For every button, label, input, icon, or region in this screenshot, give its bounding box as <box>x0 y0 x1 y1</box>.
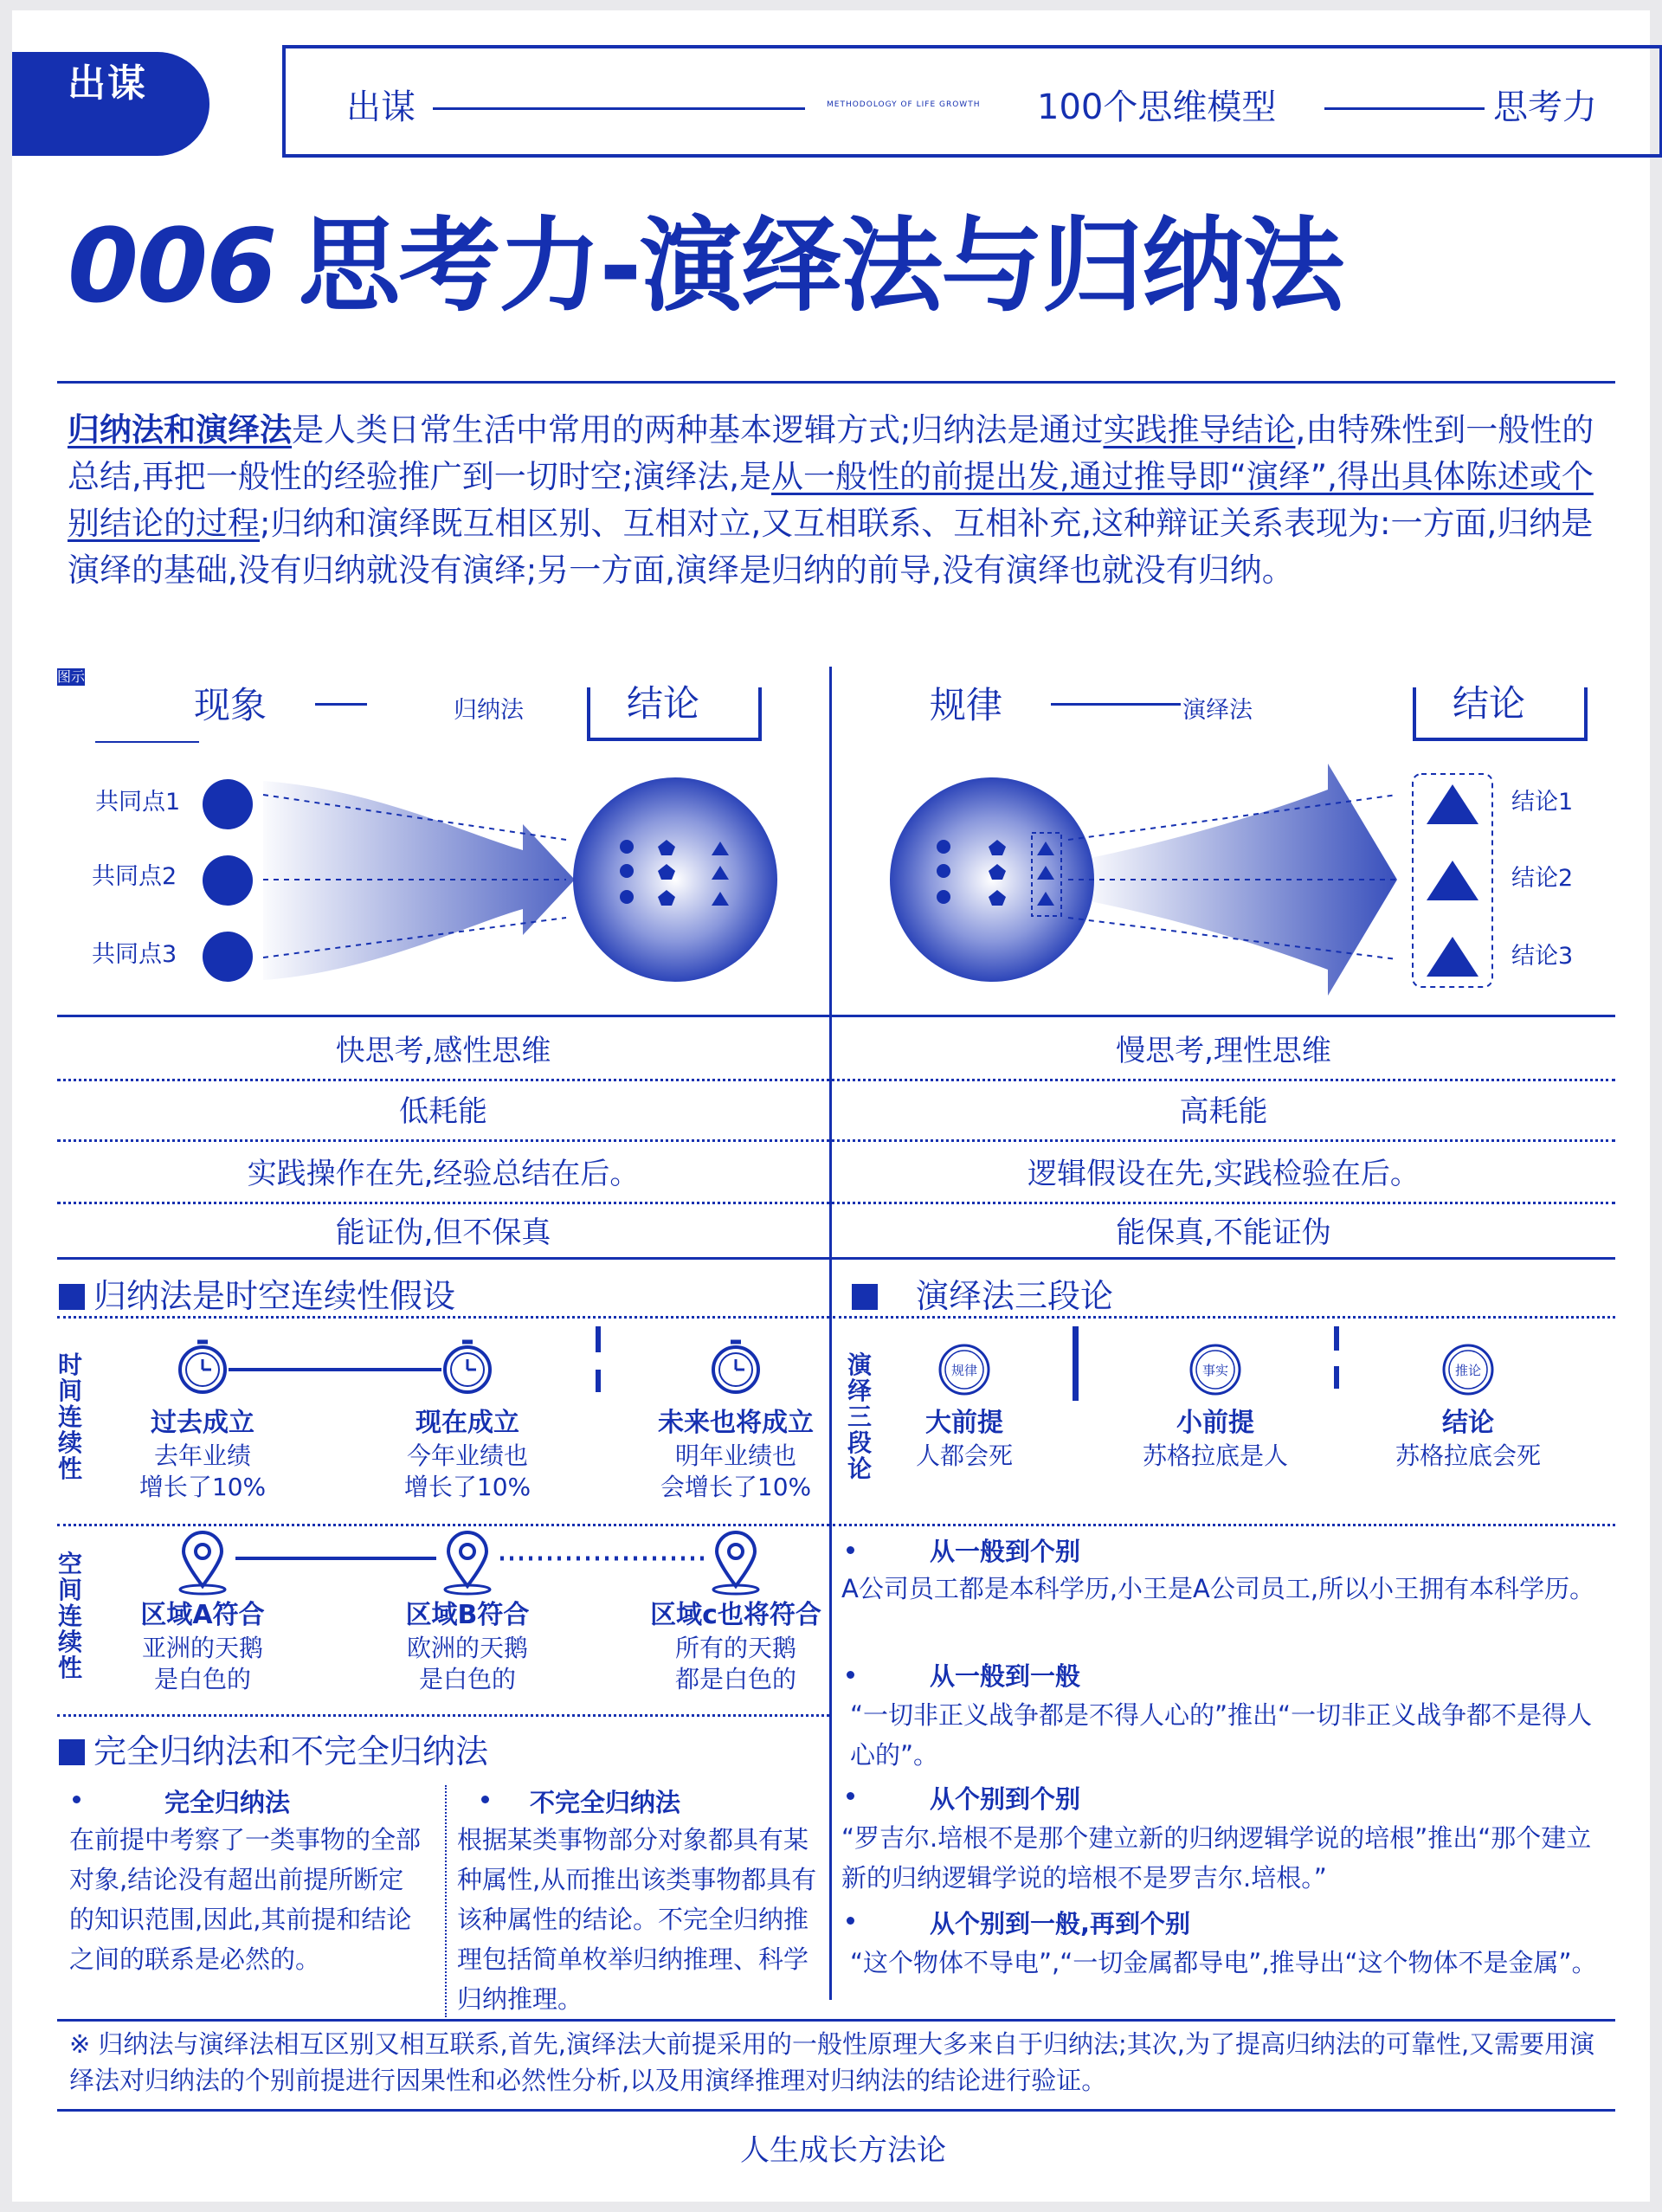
syllogism-item: 小前提 苏格拉底是人 <box>1142 1408 1288 1470</box>
row-divider <box>57 1139 1615 1142</box>
intro-keyword: 实践推导结论 <box>1103 411 1296 448</box>
bullet-icon <box>847 1917 854 1925</box>
compare-right-cell: 能保真,不能证伪 <box>1116 1216 1331 1250</box>
rule-label: 规律 <box>930 684 1003 726</box>
space-graphic <box>168 1529 791 1602</box>
intro-text: ,由特殊性到一般性的总结,再把一般性的经验推广到一切时空;演绎法,是 <box>68 411 1594 495</box>
example-text: “一切非正义战争都是不得人心的”推出“一切非正义战争都不是得人心的”。 <box>850 1700 1593 1770</box>
inference-icon: 推论 <box>1454 1363 1481 1378</box>
incomplete-induction-text: 根据某类事物部分对象都具有某种属性,从而推出该类事物都具有该种属性的结论。不完全归纳推理包括简单枚举归纳推理、科学归纳推理。 <box>457 1825 817 2014</box>
intro-keyword: 归纳法和演绎法 <box>68 411 292 448</box>
rule-icon: 规律 <box>950 1363 977 1378</box>
right-conclusion-label: 结论 <box>1453 682 1526 725</box>
complete-section-title: 完全归纳法和不完全归纳法 <box>59 1725 488 1772</box>
compare-right-cell: 逻辑假设在先,实践检验在后。 <box>1027 1157 1420 1191</box>
column-divider <box>445 1785 447 2017</box>
title-number: 006 <box>68 206 276 326</box>
bullet-icon <box>73 1796 81 1803</box>
common-point-label: 共同点3 <box>92 941 177 968</box>
logo-text: 出谋 <box>68 61 147 106</box>
common-point-label: 共同点2 <box>92 863 177 890</box>
section-square-icon <box>852 1284 878 1310</box>
example-text: A公司员工都是本科学历,小王是A公司员工,所以小王拥有本科学历。 <box>841 1574 1595 1603</box>
bullet-icon <box>847 1671 854 1679</box>
table-bottom-rule <box>57 1257 1615 1260</box>
example-text: “罗吉尔.培根不是那个建立新的归纳逻辑学说的培根”推出“那个建立新的归纳逻辑学说的培根不是罗吉尔.培根。” <box>841 1823 1592 1893</box>
compare-left-cell: 快思考,感性思维 <box>335 1034 551 1068</box>
induction-method-label: 归纳法 <box>454 697 524 724</box>
compare-right-cell: 高耗能 <box>1179 1094 1268 1129</box>
note-top-rule <box>57 2019 1615 2022</box>
conclusion-item-label: 结论3 <box>1511 943 1574 970</box>
common-point-label: 共同点1 <box>95 789 181 816</box>
section-divider <box>833 1316 1615 1319</box>
syllogism-section-title: 演绎法三段论 <box>852 1269 1113 1317</box>
header-tiny-text: METHODOLOGY OF LIFE GROWTH <box>827 100 981 109</box>
syllogism-item: 大前提 人都会死 <box>915 1408 1013 1470</box>
note-bottom-rule <box>57 2109 1615 2112</box>
bullet-icon <box>847 1546 854 1554</box>
time-item: 现在成立 今年业绩也 增长了10% <box>403 1408 531 1501</box>
complete-induction-title: 完全归纳法 <box>164 1788 291 1817</box>
bullet-icon <box>847 1792 854 1800</box>
space-item: 区域c也将符合 所有的天鹅 都是白色的 <box>650 1600 821 1693</box>
intro-text: ;归纳和演绎既互相区别、互相对立,又互相联系、互相补充,这种辩证关系表现为:一方面,归纳是演绎的基础,没有归纳就没有演绎;另一方面,演绎是归纳的前导,没有演绎也就没有归纳。 <box>68 505 1594 589</box>
time-continuity-label: 时间连续性 <box>57 1351 82 1483</box>
compare-left-cell: 实践操作在先,经验总结在后。 <box>247 1157 640 1191</box>
title-text: 思考力-演绎法与归纳法 <box>298 206 1343 326</box>
header-left-label: 出谋 <box>346 87 416 127</box>
space-continuity-label: 空间连续性 <box>57 1550 82 1682</box>
page-footer: 人生成长方法论 <box>740 2133 946 2168</box>
example-text: “这个物体不导电”,“一切金属都导电”,推导出“这个物体不是金属”。 <box>850 1948 1597 1977</box>
conclusion-item-label: 结论2 <box>1511 865 1574 892</box>
section-divider <box>833 1524 1615 1526</box>
compare-right-cell: 慢思考,理性思维 <box>1116 1034 1331 1068</box>
summary-note: ※ 归纳法与演绎法相互区别又相互联系,首先,演绎法大前提采用的一般性原理大多来自于归纳法;其次,为了提高归纳法的可靠性,又需要用演绎法对归纳法的个别前提进行因果性和必然性分析,以及用演绎推理对归纳法的结论进行验证。 <box>69 2029 1595 2095</box>
section-square-icon <box>59 1739 85 1765</box>
space-item: 区域B符合 欧洲的天鹅 是白色的 <box>405 1600 530 1693</box>
left-conclusion-label: 结论 <box>627 682 700 725</box>
section-divider <box>57 1524 829 1526</box>
bullet-icon <box>481 1796 489 1803</box>
section-divider <box>57 1316 829 1319</box>
compare-left-cell: 低耗能 <box>399 1094 487 1129</box>
section-square-icon <box>59 1284 85 1310</box>
induction-section-title: 归纳法是时空连续性假设 <box>59 1269 455 1317</box>
fact-icon: 事实 <box>1201 1363 1228 1378</box>
example-heading: 从一般到一般 <box>930 1661 1081 1691</box>
time-item: 过去成立 去年业绩 增长了10% <box>138 1408 267 1501</box>
space-item: 区域A符合 亚洲的天鹅 是白色的 <box>140 1600 265 1693</box>
header-center-label: 100个思维模型 <box>1037 87 1277 127</box>
example-heading: 从个别到个别 <box>930 1784 1081 1814</box>
syllogism-item: 结论 苏格拉底会死 <box>1395 1408 1541 1470</box>
section-divider <box>57 1714 829 1717</box>
phenomenon-label: 现象 <box>194 684 267 726</box>
incomplete-induction-title: 不完全归纳法 <box>530 1788 681 1817</box>
diagram-tag: 图示 <box>57 668 86 685</box>
intro-text: 是人类日常生活中常用的两种基本逻辑方式;归纳法是通过 <box>292 411 1104 448</box>
diagram-graphics <box>12 10 1650 1015</box>
example-heading: 从一般到个别 <box>930 1537 1081 1566</box>
page <box>12 10 1650 2202</box>
deduction-method-label: 演绎法 <box>1182 697 1253 724</box>
intro-keyword: 从一般性的前提出发,通过推导即“演绎”,得出具体陈述或个别结论的过程 <box>68 458 1594 542</box>
example-heading: 从个别到一般,再到个别 <box>930 1909 1191 1938</box>
complete-induction-text: 在前提中考察了一类事物的全部对象,结论没有超出前提所断定的知识范围,因此,其前提和结论之间的联系是必然的。 <box>69 1825 422 1974</box>
row-divider <box>57 1202 1615 1204</box>
conclusion-item-label: 结论1 <box>1511 789 1574 816</box>
syllogism-label: 演绎三段论 <box>847 1351 872 1483</box>
time-item: 未来也将成立 明年业绩也 会增长了10% <box>658 1408 814 1501</box>
compare-left-cell: 能证伪,但不保真 <box>335 1216 551 1250</box>
row-divider <box>57 1079 1615 1081</box>
header-right-label: 思考力 <box>1493 87 1597 127</box>
table-top-rule <box>57 1015 1615 1017</box>
timeline-graphic <box>168 1326 791 1404</box>
